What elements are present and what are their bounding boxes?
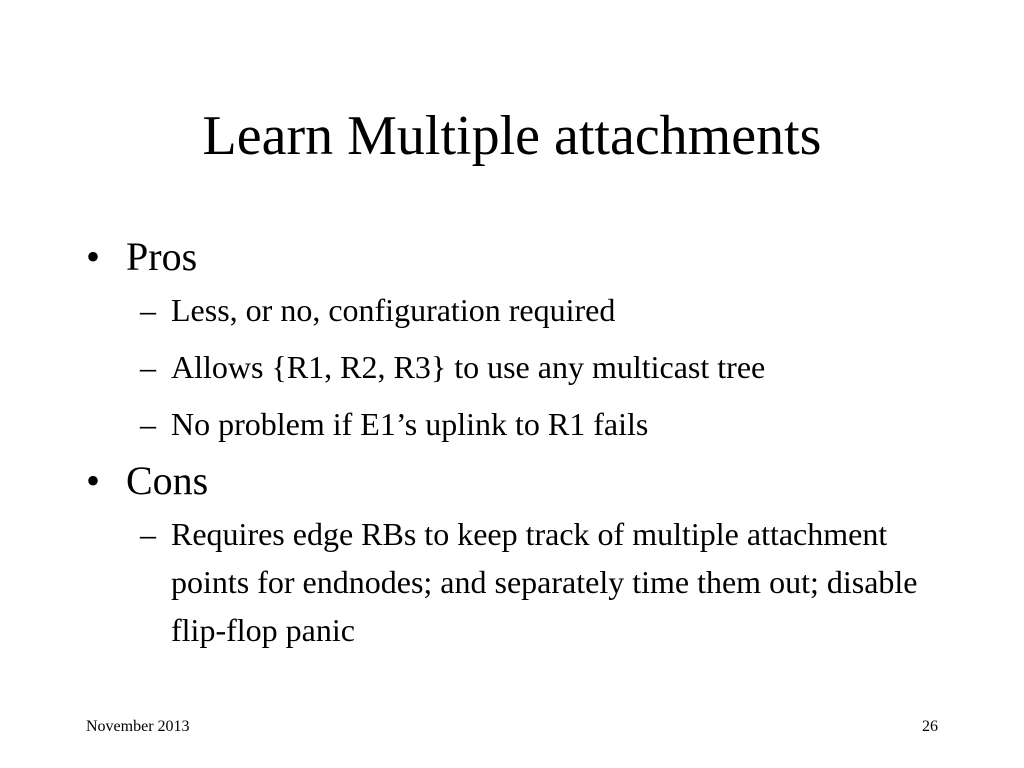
- cons-list: [86, 510, 946, 654]
- pros-list: [86, 286, 946, 448]
- bullet-icon: •: [86, 234, 101, 279]
- slide-title: Learn Multiple attachments: [202, 105, 822, 167]
- list-item: [86, 286, 946, 334]
- footer-date: November 2013: [86, 718, 190, 735]
- dash-icon: –: [140, 292, 156, 328]
- list-item: [86, 343, 946, 391]
- bullet-label: Pros: [126, 234, 198, 279]
- dash-icon: –: [140, 406, 156, 442]
- bullet-icon: •: [86, 458, 101, 503]
- slide-body: [86, 234, 946, 664]
- bullet-label: Cons: [126, 458, 209, 503]
- list-item: [86, 400, 946, 448]
- list-item-text: Requires edge RBs to keep track of multiple attachment points for endnodes; and separately time them out; disable flip-flop panic: [171, 516, 918, 648]
- dash-icon: –: [140, 516, 156, 552]
- list-item-text: Allows {R1, R2, R3} to use any multicast tree: [171, 349, 766, 385]
- bullet-pros: [86, 234, 946, 280]
- footer-page-number: 26: [922, 718, 938, 735]
- dash-icon: –: [140, 349, 156, 385]
- list-item: [86, 510, 946, 654]
- list-item-text: No problem if E1’s uplink to R1 fails: [171, 406, 649, 442]
- bullet-cons: [86, 458, 946, 504]
- list-item-text: Less, or no, configuration required: [171, 292, 616, 328]
